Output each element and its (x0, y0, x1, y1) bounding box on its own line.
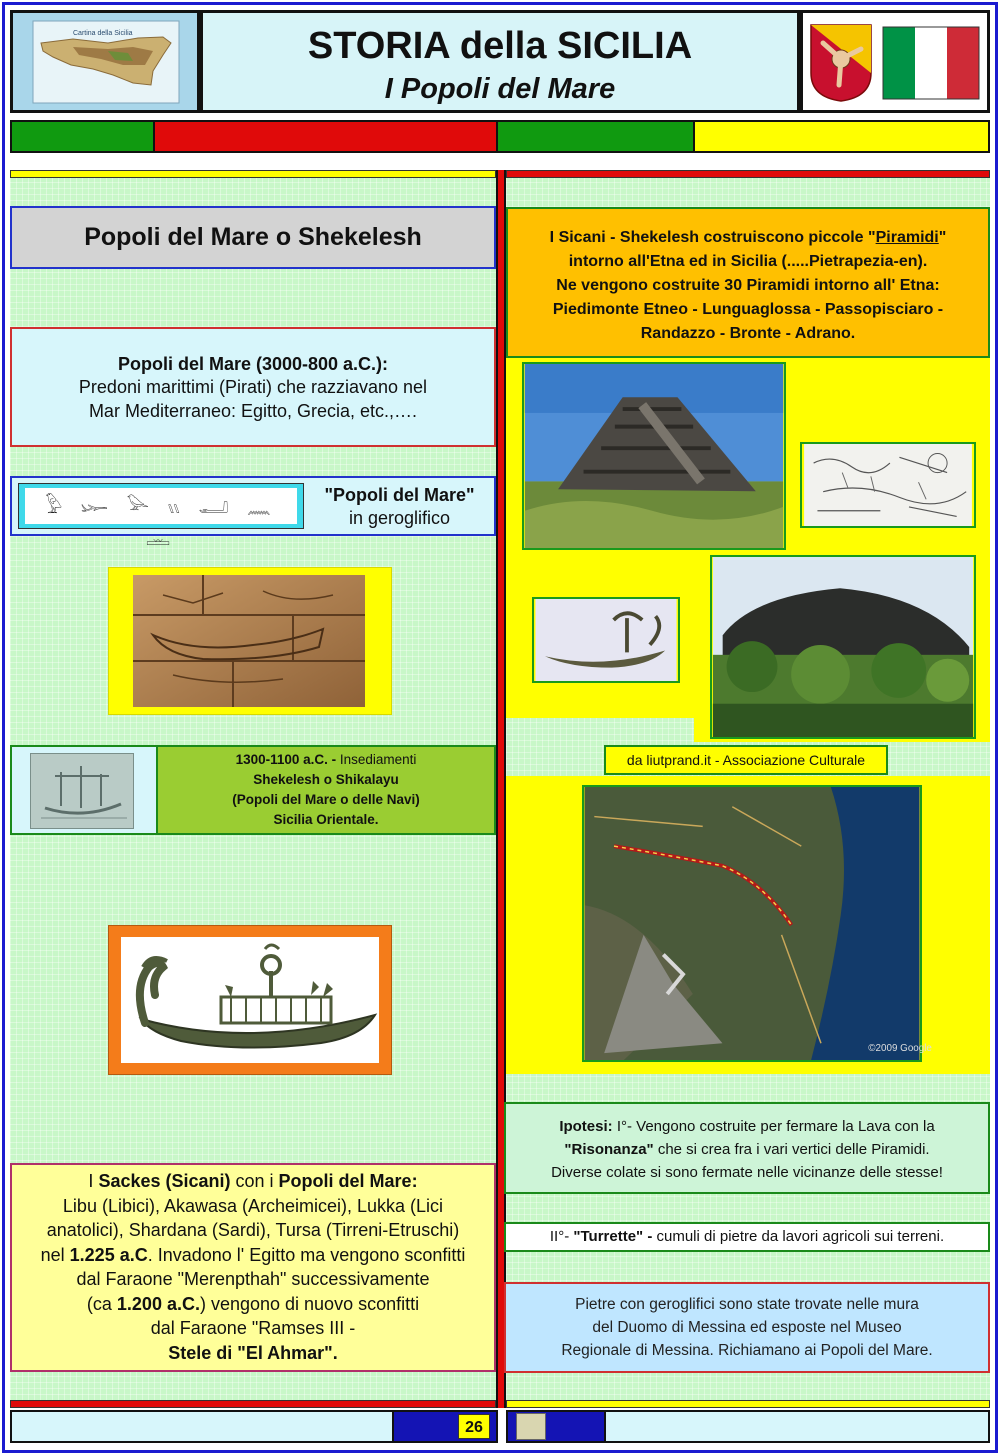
sackes-line-4 (12, 1243, 494, 1268)
settlement-line-2: Shekelesh o Shikalayu (253, 772, 399, 787)
bronze-boat-image (121, 937, 379, 1063)
header-stripe-green-1 (10, 120, 155, 153)
settlement-label: Insediamenti (336, 752, 417, 767)
sackes-l6b: 1.200 a.C. (116, 1293, 200, 1314)
settlement-line-4: Sicilia Orientale. (273, 812, 379, 827)
sicily-map-image (13, 13, 197, 110)
settlement-box (10, 745, 496, 835)
ipotesi-line-3: Diverse colate si sono fermate nelle vicinanze delle stesse! (551, 1164, 943, 1181)
sackes-line-1 (12, 1169, 494, 1194)
italian-flag-icon (883, 27, 979, 99)
bronze-boat-inner (121, 937, 379, 1063)
stone-relief-thumb (30, 753, 134, 829)
settlement-text-box (156, 747, 494, 833)
ipotesi-l2b: che si crea fra i vari vertici delle Piramidi. (653, 1141, 930, 1158)
sackes-line-5: dal Faraone "Merenpthah" successivamente (76, 1269, 430, 1289)
turrette-b: "Turrette" - (573, 1228, 653, 1245)
map-caption: Cartina della Sicilia (73, 30, 133, 37)
right-bottom-bar (506, 1400, 990, 1408)
piramidi-line-2: intorno all'Etna ed in Sicilia (.....Pietrapezia-en). (568, 253, 928, 270)
ipotesi-line-2 (506, 1138, 988, 1161)
engraving-drawing-photo (800, 442, 976, 528)
piramidi-line-5: Randazzo - Bronte - Adrano. (640, 325, 856, 342)
sackes-line-8: Stele di "El Ahmar". (168, 1342, 338, 1363)
overgrown-pyramid-photo (710, 555, 976, 739)
turrette-c: cumuli di pietre da lavori agricoli sui terreni. (652, 1228, 945, 1245)
sea-peoples-line-1: Predoni marittimi (Pirati) che razziavano nel (78, 377, 428, 398)
pietre-box (504, 1282, 990, 1373)
satellite-map-credit: ©2009 Google (868, 1043, 932, 1055)
sackes-line-7: dal Faraone "Ramses III - (150, 1318, 356, 1338)
settlement-line-1 (158, 750, 494, 770)
header-title-box (200, 10, 800, 113)
sea-peoples-box (10, 327, 496, 447)
sackes-l1d: Popoli del Mare: (278, 1171, 418, 1191)
footer-left-bar (10, 1410, 394, 1443)
sackes-l6a: (ca (86, 1293, 117, 1314)
section-title: Popoli del Mare o Shekelesh (84, 223, 422, 251)
settlement-line-3: (Popoli del Mare o delle Navi) (232, 792, 420, 807)
satellite-map-photo (582, 785, 932, 1062)
hieroglyph-caption (307, 484, 492, 531)
piramidi-l1c: " (938, 229, 947, 246)
ipotesi-risonanza: "Risonanza" (564, 1141, 654, 1158)
sackes-line-3: anatolici), Shardana (Sardi), Tursa (Tirreni-Etruschi) (46, 1220, 460, 1240)
piramidi-link[interactable]: Piramidi (875, 229, 939, 246)
credit-label: da liutprand.it - Associazione Culturale (626, 752, 866, 768)
credit-label-box (604, 745, 888, 775)
sackes-line-2: Libu (Libici), Akawasa (Archeimicei), Lukka (Lici (62, 1195, 444, 1216)
hieroglyph-glyphs: 𓅱 𓆱 𓅪 𓏭 𓂝 𓈖 𓏛 (25, 488, 297, 524)
sea-peoples-line-2: Mar Mediterraneo: Egitto, Grecia, etc.,…. (88, 400, 418, 421)
piramidi-line-3: Ne vengono costruite 30 Piramidi intorno all' Etna: (556, 277, 940, 294)
header-stripe-green-2 (496, 120, 695, 153)
section-title-box (10, 206, 496, 269)
left-bottom-bar (10, 1400, 496, 1408)
left-top-bar (10, 170, 496, 178)
sackes-l4b: 1.225 a.C (69, 1244, 148, 1265)
hieroglyph-box (10, 476, 496, 554)
right-top-bar (506, 170, 990, 178)
sea-peoples-heading: Popoli del Mare (3000-800 a.C.): (117, 354, 389, 374)
turrette-a: II°- (549, 1228, 574, 1245)
hieroglyph-caption-plain: in geroglifico (348, 508, 451, 529)
trinacria-emblem-icon (809, 23, 873, 103)
hieroglyph-strip (18, 483, 304, 554)
page-number: 26 (465, 1419, 483, 1436)
header-stripe-yellow (693, 120, 990, 153)
pietre-line-3: Regionale di Messina. Richiamano ai Popoli del Mare. (561, 1342, 933, 1359)
piramidi-line-4: Piedimonte Etneo - Lunguaglossa - Passopisciaro - (552, 301, 944, 318)
sackes-l1a: I (88, 1171, 99, 1191)
ipotesi-box (504, 1102, 990, 1194)
bronze-boat-frame (108, 925, 392, 1075)
sackes-line-6 (12, 1292, 494, 1317)
header-emblem-box (800, 10, 990, 113)
pietre-line-1: Pietre con geroglifici sono state trovate nelle mura (575, 1296, 919, 1313)
header-map-box (10, 10, 200, 113)
piramidi-l1a: I Sicani - Shekelesh costruiscono piccole " (549, 229, 876, 246)
boat-carving-icon (31, 754, 135, 830)
ipotesi-label: Ipotesi: (559, 1118, 613, 1135)
footer-thumb (516, 1413, 546, 1440)
stone-pyramid-photo (522, 362, 786, 550)
page-subtitle: I Popoli del Mare (384, 73, 616, 105)
sackes-l4c: . Invadono l' Egitto ma vengono sconfitti (147, 1244, 466, 1265)
sackes-l1b: Sackes (Sicani) (98, 1171, 231, 1191)
page-title: STORIA della SICILIA (307, 25, 693, 67)
sackes-l6c: ) vengono di nuovo sconfitti (199, 1293, 420, 1314)
footer-right-bar (604, 1410, 990, 1443)
ipotesi-l1b: I°- Vengono costruite per fermare la Lava con la (612, 1118, 935, 1135)
sackes-l4a: nel (40, 1244, 70, 1265)
hieroglyph-caption-bold: "Popoli del Mare" (324, 485, 475, 505)
turrette-box (504, 1222, 990, 1252)
header-stripe-red (153, 120, 498, 153)
sackes-box (10, 1163, 496, 1372)
piramidi-box (506, 207, 990, 358)
sackes-l1c: con i (230, 1171, 279, 1191)
ipotesi-line-1 (506, 1115, 988, 1138)
relief-photo-frame (108, 567, 392, 715)
piramidi-line-1 (508, 226, 988, 250)
ship-relief-image (133, 575, 365, 707)
settlement-dates: 1300-1100 a.C. - (235, 752, 337, 767)
pietre-line-2: del Duomo di Messina ed esposte nel Museo (592, 1319, 902, 1336)
page-number-badge (458, 1414, 490, 1439)
bronze-boat-small-photo (532, 597, 680, 683)
